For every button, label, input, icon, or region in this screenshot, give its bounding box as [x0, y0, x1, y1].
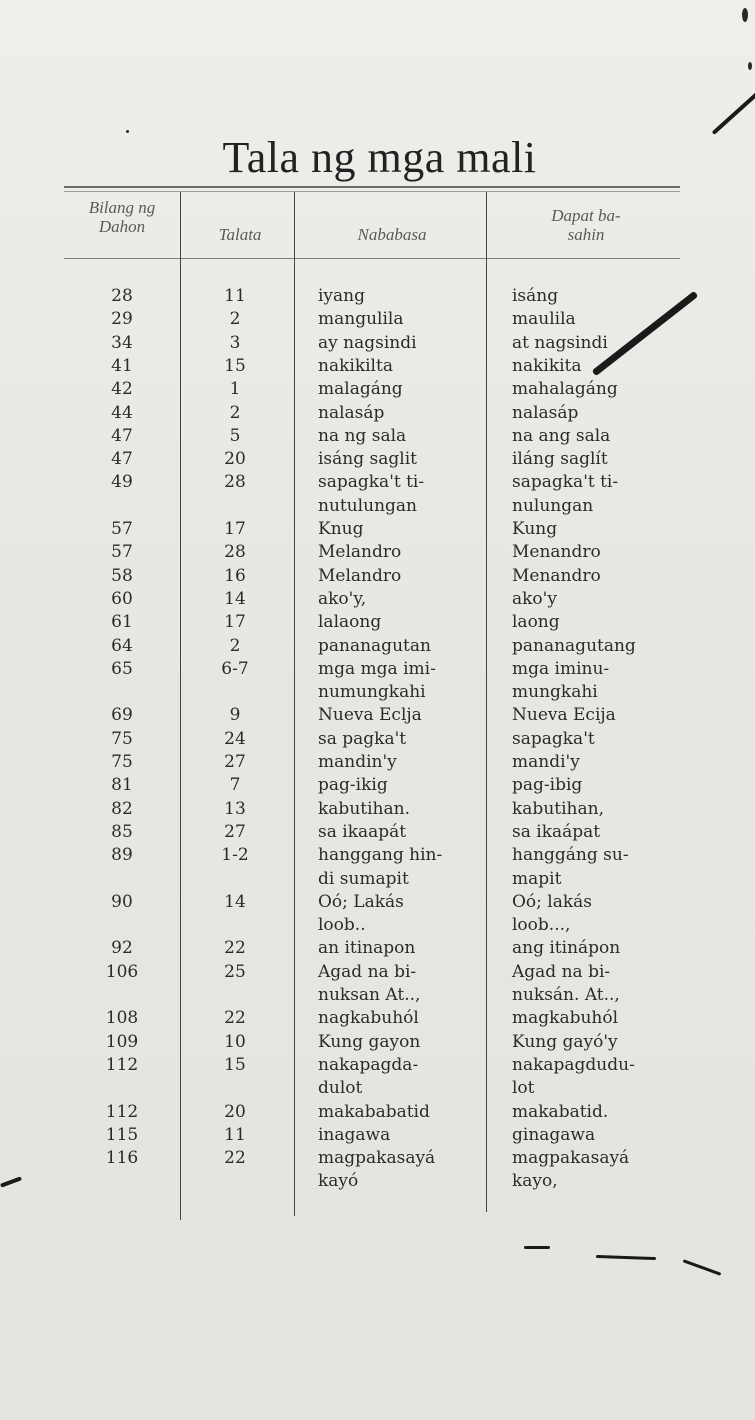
table-row: [0, 1124, 755, 1147]
paragraph-cell: 28: [224, 472, 246, 493]
read-text-cell: nakapagda-: [318, 1054, 419, 1075]
page-number-cell: 108: [105, 1008, 139, 1029]
read-text-cell: kayó: [318, 1171, 359, 1192]
paragraph-cell: 14: [224, 588, 246, 609]
read-text-cell: pananagutan: [318, 635, 431, 656]
page-number-cell: 85: [111, 821, 133, 842]
correction-cell: na ang sala: [512, 425, 611, 446]
page-number-cell: 82: [111, 798, 133, 819]
read-text-cell: ay nagsindi: [318, 332, 417, 353]
read-text-cell: magpakasayá: [318, 1148, 436, 1169]
table-row: [0, 308, 755, 331]
paragraph-cell: 22: [224, 938, 246, 959]
read-text-cell: sapagka't ti-: [318, 472, 425, 493]
paragraph-cell: 1-2: [221, 845, 249, 866]
correction-cell: Menandro: [512, 542, 601, 563]
read-text-cell: Melandro: [318, 565, 402, 586]
paragraph-cell: 10: [224, 1031, 246, 1052]
table-row: [0, 425, 755, 448]
correction-cell: Kung: [512, 519, 558, 539]
read-text-cell: makababatid: [318, 1101, 430, 1122]
paragraph-cell: 7: [229, 775, 241, 796]
top-rule-thin: [64, 191, 680, 192]
page-number-cell: 89: [111, 845, 133, 866]
read-text-cell: mga mga imi-: [318, 658, 436, 679]
paragraph-cell: 6-7: [221, 658, 249, 679]
page-number-cell: 60: [111, 588, 133, 609]
paragraph-cell: 20: [224, 1101, 246, 1122]
read-text-cell: nagkabuhól: [318, 1008, 419, 1029]
table-row-continuation: [0, 495, 755, 518]
page-number-cell: 34: [111, 332, 133, 353]
read-text-cell: sa ikaapát: [318, 821, 407, 842]
read-text-cell: Knug: [318, 519, 364, 539]
table-row: [0, 704, 755, 727]
page-number-cell: 92: [111, 938, 133, 959]
paragraph-cell: 25: [224, 961, 246, 982]
correction-cell: mungkahi: [512, 682, 598, 703]
read-text-cell: mangulila: [318, 309, 404, 330]
table-row: [0, 378, 755, 401]
table-row: [0, 728, 755, 751]
read-text-cell: nalasáp: [318, 402, 385, 423]
correction-cell: pag-ibig: [512, 775, 583, 796]
read-text-cell: nuksan At..,: [318, 985, 421, 1005]
header-page-line1: Bilang ng: [88, 198, 156, 217]
table-row: [0, 658, 755, 681]
page-number-cell: 57: [111, 542, 133, 563]
header-page-number: [64, 198, 180, 236]
correction-cell: mandi'y: [512, 752, 580, 772]
page-number-cell: 112: [105, 1054, 139, 1075]
paragraph-cell: 28: [224, 542, 246, 563]
correction-cell: magkabuhól: [512, 1008, 619, 1029]
table-row: [0, 541, 755, 564]
table-row: [0, 798, 755, 821]
read-text-cell: nutulungan: [318, 495, 417, 516]
correction-cell: kayo,: [512, 1171, 558, 1192]
correction-cell: mga iminu-: [512, 658, 610, 679]
correction-cell: ginagawa: [512, 1124, 596, 1145]
ink-stroke-top-right: [712, 85, 755, 135]
paragraph-cell: 11: [224, 1124, 246, 1145]
page-number-cell: 69: [111, 705, 133, 726]
correction-cell: mapit: [512, 868, 562, 889]
correction-cell: mahalagáng: [512, 379, 618, 400]
correction-cell: sapagka't ti-: [512, 472, 619, 493]
read-text-cell: Agad na bi-: [318, 961, 417, 982]
paragraph-cell: 20: [224, 449, 246, 470]
table-row: [0, 611, 755, 634]
table-row: [0, 565, 755, 588]
table-row: [0, 1031, 755, 1054]
read-text-cell: lalaong: [318, 612, 382, 633]
table-row: [0, 518, 755, 541]
read-text-cell: hanggang hin-: [318, 845, 443, 866]
paragraph-cell: 17: [224, 519, 246, 539]
page-number-cell: 81: [111, 775, 133, 796]
correction-cell: sapagka't: [512, 728, 595, 749]
correction-cell: nulungan: [512, 495, 594, 516]
read-text-cell: na ng sala: [318, 425, 407, 446]
table-row: [0, 471, 755, 494]
header-correct: [496, 206, 676, 244]
paragraph-cell: 3: [229, 332, 241, 353]
table-row: [0, 844, 755, 867]
page-number-cell: 64: [111, 635, 133, 656]
table-row-continuation: [0, 984, 755, 1007]
table-row: [0, 1054, 755, 1077]
correction-cell: Agad na bi-: [512, 961, 611, 982]
paragraph-cell: 16: [224, 565, 246, 586]
correction-cell: sa ikaápat: [512, 821, 601, 842]
correction-cell: pananagutang: [512, 635, 636, 656]
header-correct-line2: sahin: [567, 225, 605, 244]
correction-cell: iláng saglít: [512, 449, 608, 470]
table-row: [0, 891, 755, 914]
paragraph-cell: 22: [224, 1008, 246, 1029]
table-row-continuation: [0, 681, 755, 704]
paragraph-cell: 11: [224, 286, 246, 306]
paragraph-cell: 27: [224, 821, 246, 842]
read-text-cell: iyang: [318, 286, 366, 306]
top-rule: [64, 186, 680, 188]
page-number-cell: 47: [111, 425, 133, 446]
page-number-cell: 29: [111, 309, 133, 330]
table-row: [0, 937, 755, 960]
page-number-cell: 47: [111, 449, 133, 470]
table-row: [0, 635, 755, 658]
read-text-cell: nakikilta: [318, 355, 393, 376]
read-text-cell: mandin'y: [318, 752, 397, 772]
page-number-cell: 109: [105, 1031, 139, 1052]
page-number-cell: 44: [111, 402, 133, 423]
correction-cell: ako'y: [512, 588, 557, 609]
table-row: [0, 774, 755, 797]
correction-cell: hanggáng su-: [512, 845, 629, 866]
page-number-cell: 42: [111, 379, 133, 400]
speck-2: [748, 62, 752, 70]
page-number-cell: 115: [105, 1124, 139, 1145]
table-row: [0, 821, 755, 844]
correction-cell: isáng: [512, 286, 559, 306]
correction-cell: Oó; lakás: [512, 891, 593, 912]
paragraph-cell: 5: [229, 425, 241, 446]
read-text-cell: kabutihan.: [318, 798, 410, 819]
header-read: Nababasa: [357, 225, 427, 244]
paragraph-cell: 9: [229, 705, 241, 726]
read-text-cell: Oó; Lakás: [318, 891, 404, 912]
paragraph-cell: 15: [224, 355, 246, 376]
page-number-cell: 90: [111, 891, 133, 912]
correction-cell: laong: [512, 612, 560, 633]
page-number-cell: 41: [111, 355, 133, 376]
read-text-cell: isáng saglit: [318, 449, 417, 470]
page-number-cell: 116: [105, 1148, 139, 1169]
correction-cell: nakapagdudu-: [512, 1054, 635, 1075]
page-number-cell: 61: [111, 612, 133, 633]
table-row: [0, 588, 755, 611]
correction-cell: nalasáp: [512, 402, 579, 423]
correction-cell: lot: [512, 1078, 535, 1099]
ink-stroke-bottom-1: [524, 1246, 550, 1249]
ink-stroke-bottom-3: [683, 1259, 722, 1276]
correction-cell: Kung gayó'y: [512, 1031, 618, 1052]
page-number-cell: 57: [111, 519, 133, 539]
paragraph-cell: 1: [229, 379, 241, 400]
read-text-cell: di sumapit: [318, 868, 409, 889]
table-row: [0, 285, 755, 308]
speck-3: [126, 130, 129, 133]
page-number-cell: 65: [111, 658, 133, 679]
table-row: [0, 1101, 755, 1124]
read-text-cell: dulot: [318, 1078, 363, 1099]
ink-stroke-bottom-2: [596, 1255, 656, 1260]
correction-cell: kabutihan,: [512, 798, 604, 819]
paragraph-cell: 17: [224, 612, 246, 633]
table-row: [0, 1147, 755, 1170]
read-text-cell: an itinapon: [318, 938, 416, 959]
page-number-cell: 106: [105, 961, 139, 982]
read-text-cell: loob..: [318, 915, 366, 936]
page-number-cell: 112: [105, 1101, 139, 1122]
read-text-cell: Nueva Eclja: [318, 705, 422, 726]
paragraph-cell: 2: [229, 402, 241, 423]
page-number-cell: 49: [111, 472, 133, 493]
header-paragraph: Talata: [218, 225, 262, 244]
paragraph-cell: 2: [229, 309, 241, 330]
header-correct-line1: Dapat ba-: [551, 206, 621, 225]
paragraph-cell: 27: [224, 752, 246, 772]
read-text-cell: sa pagka't: [318, 728, 407, 749]
table-row: [0, 355, 755, 378]
table-row: [0, 1007, 755, 1030]
table-row: [0, 402, 755, 425]
header-page-line2: Dahon: [98, 217, 146, 236]
read-text-cell: inagawa: [318, 1124, 391, 1145]
read-text-cell: ako'y,: [318, 588, 367, 609]
read-text-cell: pag-ikig: [318, 775, 388, 796]
correction-cell: nakikita: [512, 355, 582, 376]
page-title: Tala ng mga mali: [222, 133, 537, 182]
correction-cell: Nueva Ecija: [512, 705, 616, 726]
paragraph-cell: 15: [224, 1054, 246, 1075]
table-row-continuation: [0, 914, 755, 937]
paragraph-cell: 22: [224, 1148, 246, 1169]
paragraph-cell: 13: [224, 798, 246, 819]
correction-cell: ang itinápon: [512, 938, 621, 959]
paragraph-cell: 24: [224, 728, 246, 749]
read-text-cell: Melandro: [318, 542, 402, 563]
table-row: [0, 448, 755, 471]
table-row: [0, 751, 755, 774]
header-rule: [64, 258, 680, 259]
page-number-cell: 28: [111, 286, 133, 306]
correction-cell: loob...,: [512, 915, 571, 936]
correction-cell: maulila: [512, 309, 576, 330]
page-number-cell: 75: [111, 752, 133, 772]
read-text-cell: numungkahi: [318, 682, 426, 703]
read-text-cell: malagáng: [318, 379, 403, 400]
correction-cell: at nagsindi: [512, 332, 608, 353]
read-text-cell: Kung gayon: [318, 1031, 421, 1052]
table-row-continuation: [0, 868, 755, 891]
paragraph-cell: 2: [229, 635, 241, 656]
table-row-continuation: [0, 1170, 755, 1193]
correction-cell: magpakasayá: [512, 1148, 630, 1169]
page-number-cell: 75: [111, 728, 133, 749]
correction-cell: Menandro: [512, 565, 601, 586]
paragraph-cell: 14: [224, 891, 246, 912]
speck-1: [742, 8, 748, 22]
table-row-continuation: [0, 1077, 755, 1100]
table-row: [0, 961, 755, 984]
correction-cell: nuksán. At..,: [512, 985, 620, 1005]
page-number-cell: 58: [111, 565, 133, 586]
correction-cell: makabatid.: [512, 1101, 609, 1122]
